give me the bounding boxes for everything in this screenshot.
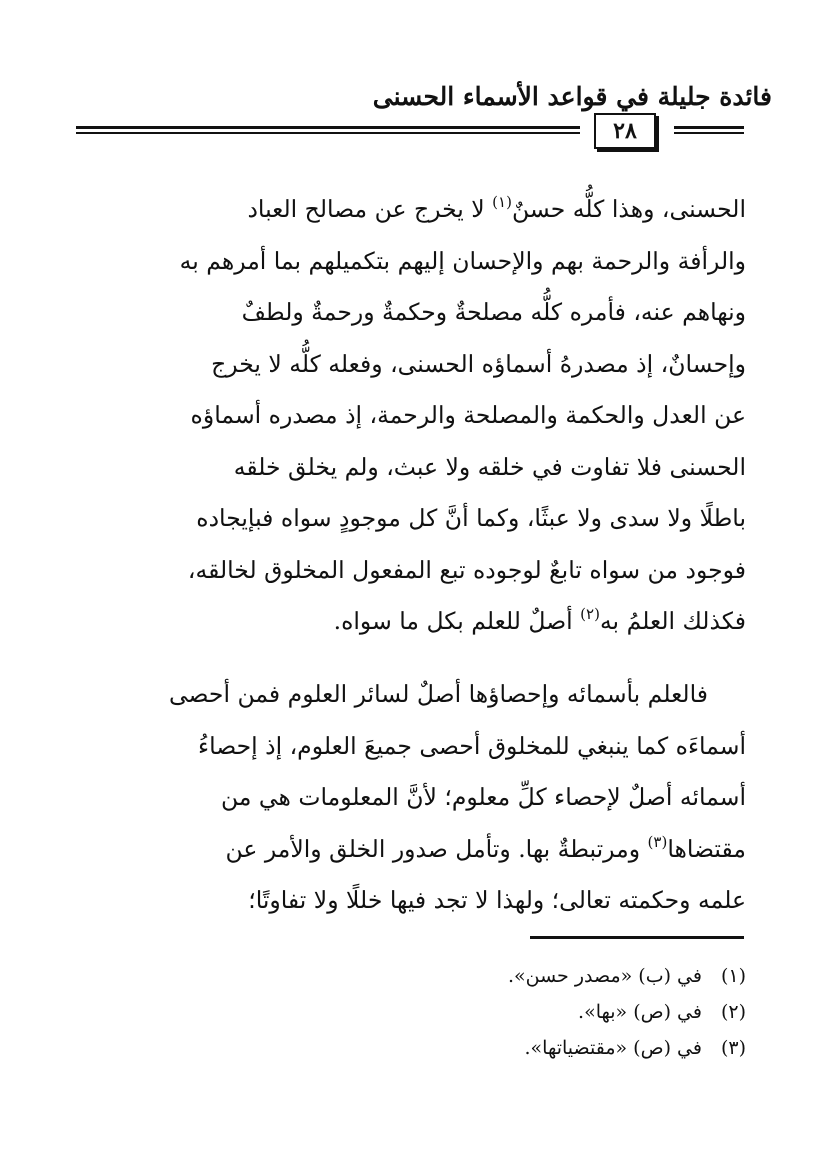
- footnote: [226, 1030, 746, 1066]
- footnote: [226, 994, 746, 1030]
- text-line: فوجود من سواه تابعٌ لوجوده تبع المفعول المخلوق لخالقه،: [187, 555, 746, 584]
- footnote-marker: (١): [492, 193, 512, 211]
- footnote-number: (١): [720, 965, 746, 987]
- text-segment: لا يخرج عن مصالح العباد: [247, 195, 493, 223]
- page-number: ٢٨: [613, 118, 637, 144]
- text-line: والرأفة والرحمة بهم والإحسان إليهم بتكميلهم بما أمرهم به: [179, 246, 746, 275]
- text-line: علمه وحكمته تعالى؛ ولهذا لا تجد فيها خللًا ولا تفاوتًا؛: [248, 886, 746, 914]
- text-segment: فكذلك العلمُ به: [599, 607, 746, 635]
- text-line: عن العدل والحكمة والمصلحة والرحمة، إذ مصدره أسماؤه: [190, 401, 746, 429]
- text-line: [74, 184, 746, 236]
- footnote-separator: [530, 936, 744, 939]
- text-line: فالعلم بأسمائه وإحصاؤها أصلٌ لسائر العلوم فمن أحصى: [168, 680, 708, 708]
- footnote-marker: (٢): [580, 605, 600, 623]
- text-segment: أصلٌ للعلم بكل ما سواه.: [333, 607, 581, 635]
- text-line: وإحسانٌ، إذ مصدرهُ أسماؤه الحسنى، وفعله كلُّه لا يخرج: [211, 349, 746, 378]
- footnote-text: في (ص) «بها».: [578, 1001, 702, 1023]
- header-rule: [76, 132, 580, 134]
- header-rule: [674, 126, 744, 129]
- paragraph: [74, 669, 746, 927]
- footnote-text: في (ب) «مصدر حسن».: [507, 965, 702, 987]
- paragraph: [74, 184, 746, 648]
- text-segment: الحسنى، وهذا كلُّه حسنٌ: [511, 195, 746, 223]
- text-line: أسماءَه كما ينبغي للمخلوق أحصى جميعَ العلوم، إذ إحصاءُ: [198, 731, 746, 760]
- footnote-text: في (ص) «مقتضياتها».: [524, 1037, 702, 1059]
- footnotes: [226, 958, 746, 1066]
- text-segment: مقتضاها: [667, 834, 746, 863]
- text-line: ونهاهم عنه، فأمره كلُّه مصلحةٌ وحكمةٌ ورحمةٌ ولطفٌ: [241, 298, 746, 326]
- text-line: الحسنى فلا تفاوت في خلقه ولا عبث، ولم يخلق خلقه: [233, 452, 746, 481]
- header-rule: [76, 126, 580, 129]
- footnote-number: (٣): [720, 1037, 746, 1059]
- footnote-number: (٢): [720, 1001, 746, 1023]
- text-line: أسمائه أصلٌ لإحصاء كلِّ معلوم؛ لأنَّ المعلومات هي من: [220, 783, 746, 811]
- header-rule: [674, 132, 744, 134]
- text-line: باطلًا ولا سدى ولا عبثًا، وكما أنَّ كل موجودٍ سواه فبإيجاده: [196, 504, 746, 532]
- text-line: [74, 596, 746, 648]
- page-number-box: [594, 113, 656, 149]
- footnote: [226, 958, 746, 994]
- text-segment: ومرتبطةٌ بها. وتأمل صدور الخلق والأمر عن: [225, 834, 648, 863]
- footnote-marker: (٣): [647, 832, 668, 851]
- text-line: [74, 824, 746, 876]
- running-header-title: فائدة جليلة في قواعد الأسماء الحسنى: [372, 82, 772, 111]
